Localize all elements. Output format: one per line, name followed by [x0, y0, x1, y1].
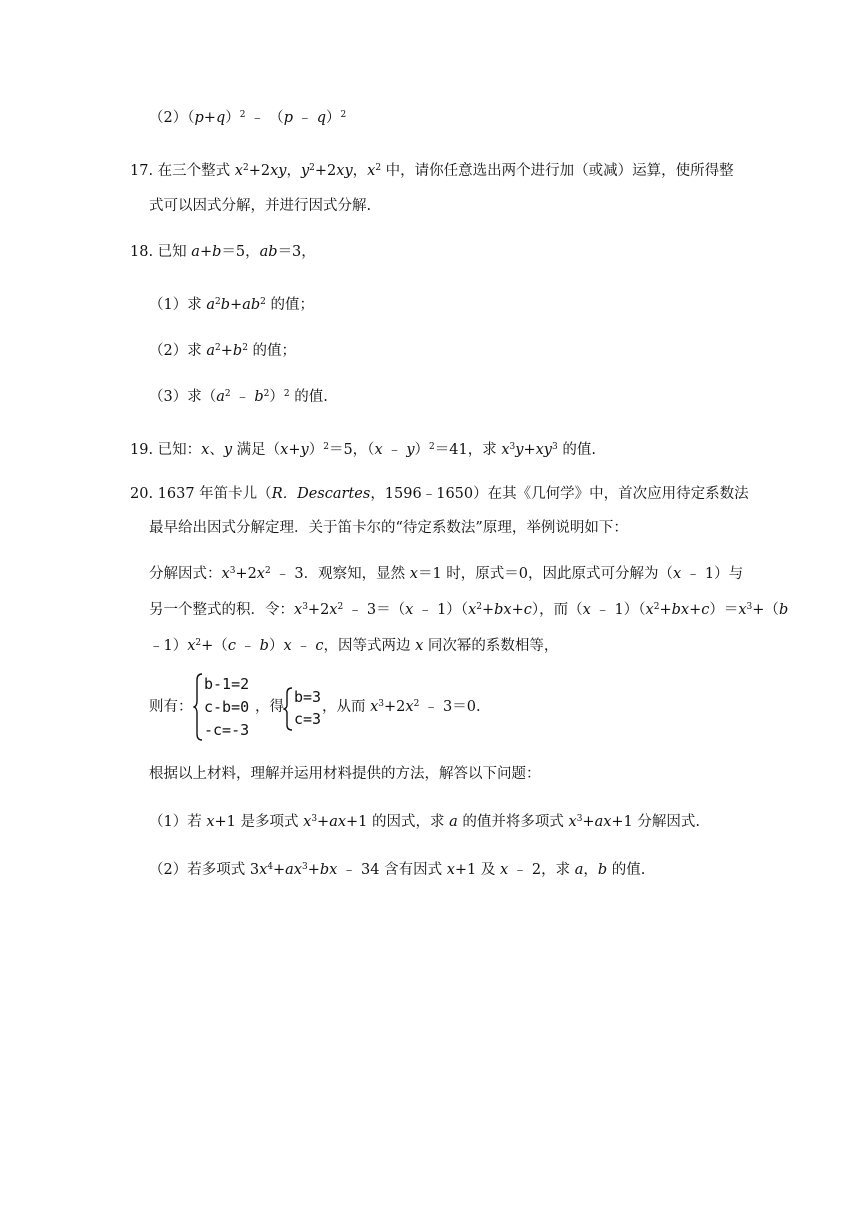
- system-1-eq-3: -c=-3: [204, 721, 250, 739]
- q20-then-prefix: 则有：: [149, 699, 193, 715]
- q17-line1: 17. 在三个整式 $x^2+2xy$，$y^2+2xy$，$x^2$ 中，请你任意选出两个进行加（或减）运算，使所得整: [130, 163, 734, 179]
- q20-part2: （2）若多项式 $3x^4+ax^3+bx$ ﹣ 34 含有因式 x+1 及 x ﹣ 2，求 a，b 的值.: [149, 862, 646, 878]
- q19-line: 19. 已知：x、y 满足$(x+y)^2=5$，（x ﹣ y）$^2$＝41，求 $x^3y+xy^3$ 的值.: [130, 442, 596, 458]
- system-1-eq-2: c-b=0: [204, 698, 250, 716]
- q20-para4: 根据以上材料，理解并运用材料提供的方法，解答以下问题：: [149, 766, 541, 782]
- q20-para2: 另一个整式的积．令：$x^3+2x^2$ ﹣ 3＝（x ﹣ $1)(x^2+bx+c)$，而（x ﹣ $1)(x^2+bx+c)=x^3+(b$: [149, 602, 789, 618]
- q20-part1: （1）若 x+1 是多项式 $x^3+ax+1$ 的因式，求 a 的值并将多项式 $x^3+ax+1$ 分解因式.: [149, 814, 700, 830]
- q18-part3: （3）求（$a^2$ ﹣ $b^2)^2$ 的值.: [149, 389, 328, 405]
- q20-then-mid: ，得: [255, 699, 284, 715]
- system-1: [193, 672, 263, 742]
- q18-line1: 18. 已知 a+b＝5，ab＝3，: [130, 244, 316, 260]
- q18-part2: （2）求 $a^2+b^2$ 的值；: [149, 343, 297, 359]
- left-brace-icon: [193, 672, 203, 742]
- system-2-eq-2: c=3: [294, 710, 322, 728]
- q16-part2: $(2)(p+q)^2$ ﹣ （p ﹣ q）$^2$: [149, 110, 347, 126]
- q18-part1: （1）求 $a^2b+ab^2$ 的值；: [149, 297, 314, 313]
- q20-then-post: ，从而 $x^3+2x^2$ ﹣ 3＝0.: [322, 699, 481, 715]
- q17-line2: 式可以因式分解，并进行因式分解.: [149, 198, 372, 214]
- q20-line1: 20. 1637 年笛卡儿（R．Descartes，1596﹣1650）在其《几何学》中，首次应用待定系数法: [130, 486, 749, 502]
- q20-line2: 最早给出因式分解定理．关于笛卡尔的“待定系数法”原理，举例说明如下：: [149, 520, 628, 536]
- system-1-eq-1: b-1=2: [204, 675, 250, 693]
- system-2-eq-1: b=3: [294, 688, 322, 706]
- left-brace-icon: [283, 686, 293, 732]
- q20-para3: $﹣1)x^2+(c$ ﹣ b）x ﹣ c，因等式两边 x 同次幂的系数相等，: [149, 638, 559, 654]
- q20-para1: 分解因式：$x^3+2x^2$ ﹣ 3．观察知，显然 x＝1 时，原式＝0，因此原式可分解为（x ﹣ 1）与: [149, 566, 744, 582]
